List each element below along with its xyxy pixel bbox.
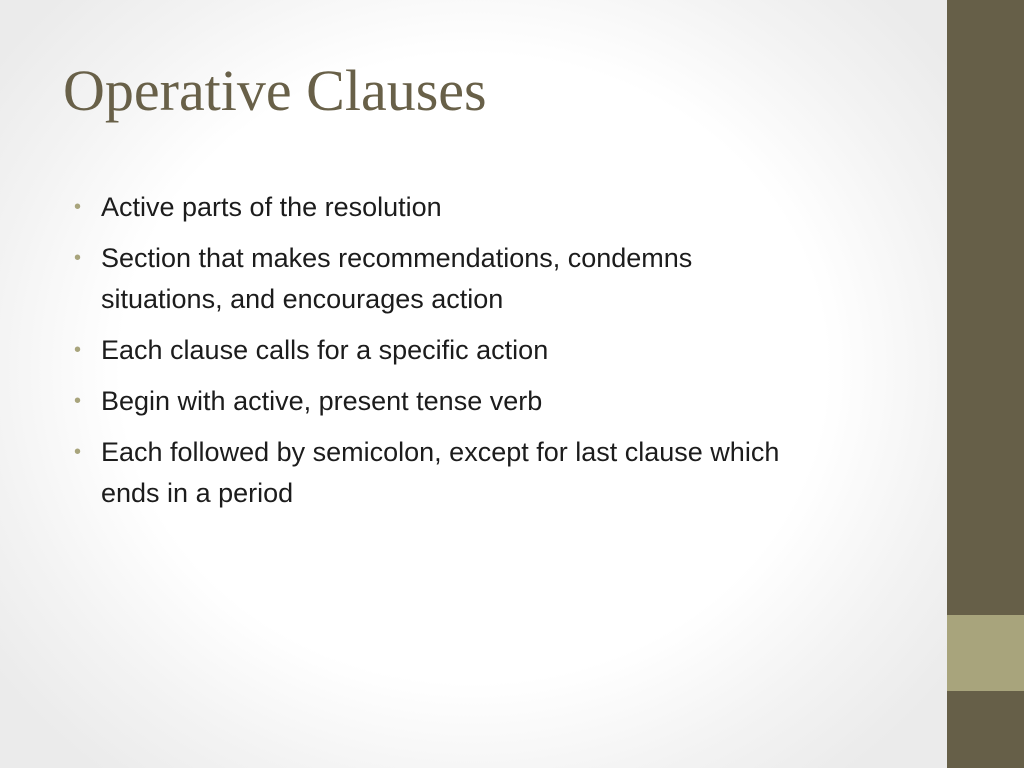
bullet-icon: • [74,196,82,218]
bullet-item [72,238,812,320]
bullet-item [72,187,812,228]
bullet-text: Section that makes recommendations, condemns situations, and encourages action [101,243,693,314]
bullet-icon: • [74,390,82,412]
bullet-icon: • [74,441,82,463]
decorative-side-accent [947,615,1024,691]
bullet-icon: • [74,247,82,269]
bullet-icon: • [74,339,82,361]
bullet-text: Each followed by semicolon, except for last clause which ends in a period [101,437,780,508]
bullet-list [72,187,812,524]
bullet-item [72,432,812,514]
slide-title: Operative Clauses [63,58,487,123]
bullet-item [72,381,812,422]
bullet-text: Active parts of the resolution [101,192,442,222]
bullet-text: Begin with active, present tense verb [101,386,543,416]
bullet-item [72,330,812,371]
bullet-text: Each clause calls for a specific action [101,335,549,365]
